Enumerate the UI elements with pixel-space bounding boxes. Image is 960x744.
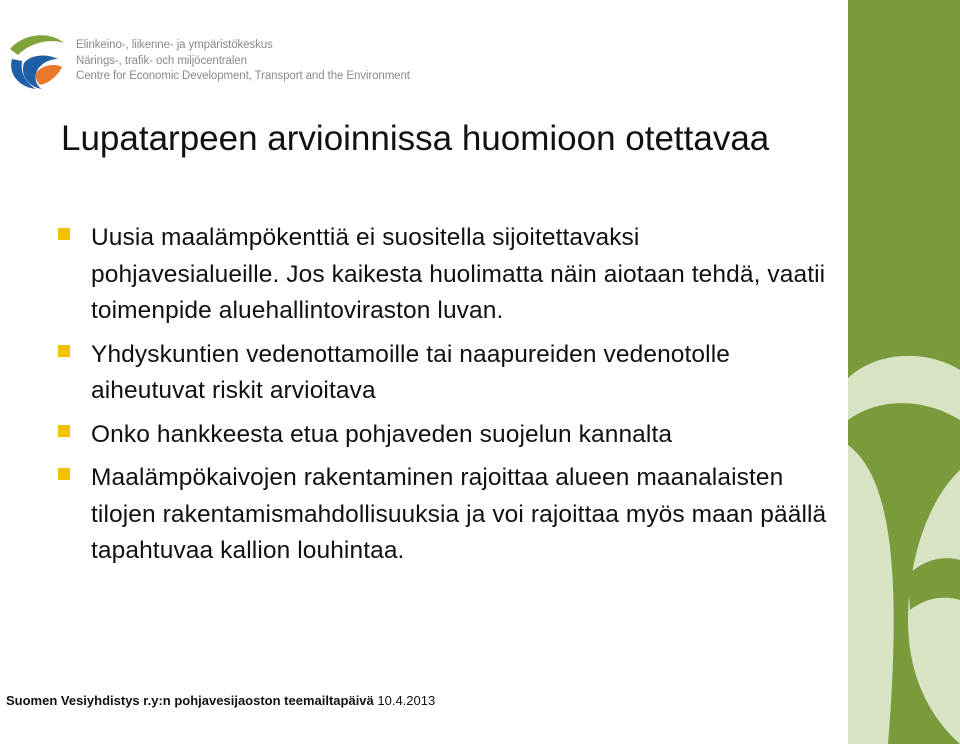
- footer-organization: Suomen Vesiyhdistys r.y:n: [6, 693, 171, 708]
- bullet-text: Uusia maalämpökenttiä ei suositella sijoitettavaksi pohjavesialueille. Jos kaikesta huolimatta näin aiotaan tehdä, vaatii toimenpide aluehallintoviraston luvan.: [91, 224, 826, 324]
- bullet-list: [58, 220, 828, 577]
- bullet-square-icon: [58, 468, 70, 480]
- footer-event: pohjavesijaoston teemailtapäivä: [174, 693, 374, 708]
- bullet-text: Maalämpökaivojen rakentaminen rajoittaa alueen maanalaisten tilojen rakentamismahdollisuuksia ja voi rajoittaa myös maan päällä tapahtuvaa kallion louhintaa.: [91, 464, 827, 564]
- slide-title: Lupatarpeen arvioinnissa huomioon otettavaa: [61, 119, 770, 158]
- bullet-item: [58, 460, 828, 570]
- decorative-leaf-band: [848, 0, 960, 744]
- bullet-item: [58, 417, 828, 454]
- bullet-item: [58, 337, 828, 410]
- footer: [6, 693, 435, 708]
- bullet-square-icon: [58, 228, 70, 240]
- bullet-text: Onko hankkeesta etua pohjaveden suojelun kannalta: [91, 420, 673, 448]
- org-name-finnish: Elinkeino-, liikenne- ja ympäristökeskus: [76, 39, 273, 51]
- bullet-text: Yhdyskuntien vedenottamoille tai naapureiden vedenotolle aiheutuvat riskit arvioitava: [91, 340, 730, 404]
- org-name-swedish: Närings-, trafik- och miljöcentralen: [76, 54, 247, 67]
- bullet-square-icon: [58, 345, 70, 357]
- footer-date: 10.4.2013: [377, 693, 436, 708]
- bullet-item: [58, 220, 828, 330]
- ely-logo-icon: [6, 29, 66, 91]
- bullet-square-icon: [58, 425, 70, 437]
- organization-name: [76, 38, 410, 85]
- org-name-english: Centre for Economic Development, Transport and the Environment: [76, 70, 410, 82]
